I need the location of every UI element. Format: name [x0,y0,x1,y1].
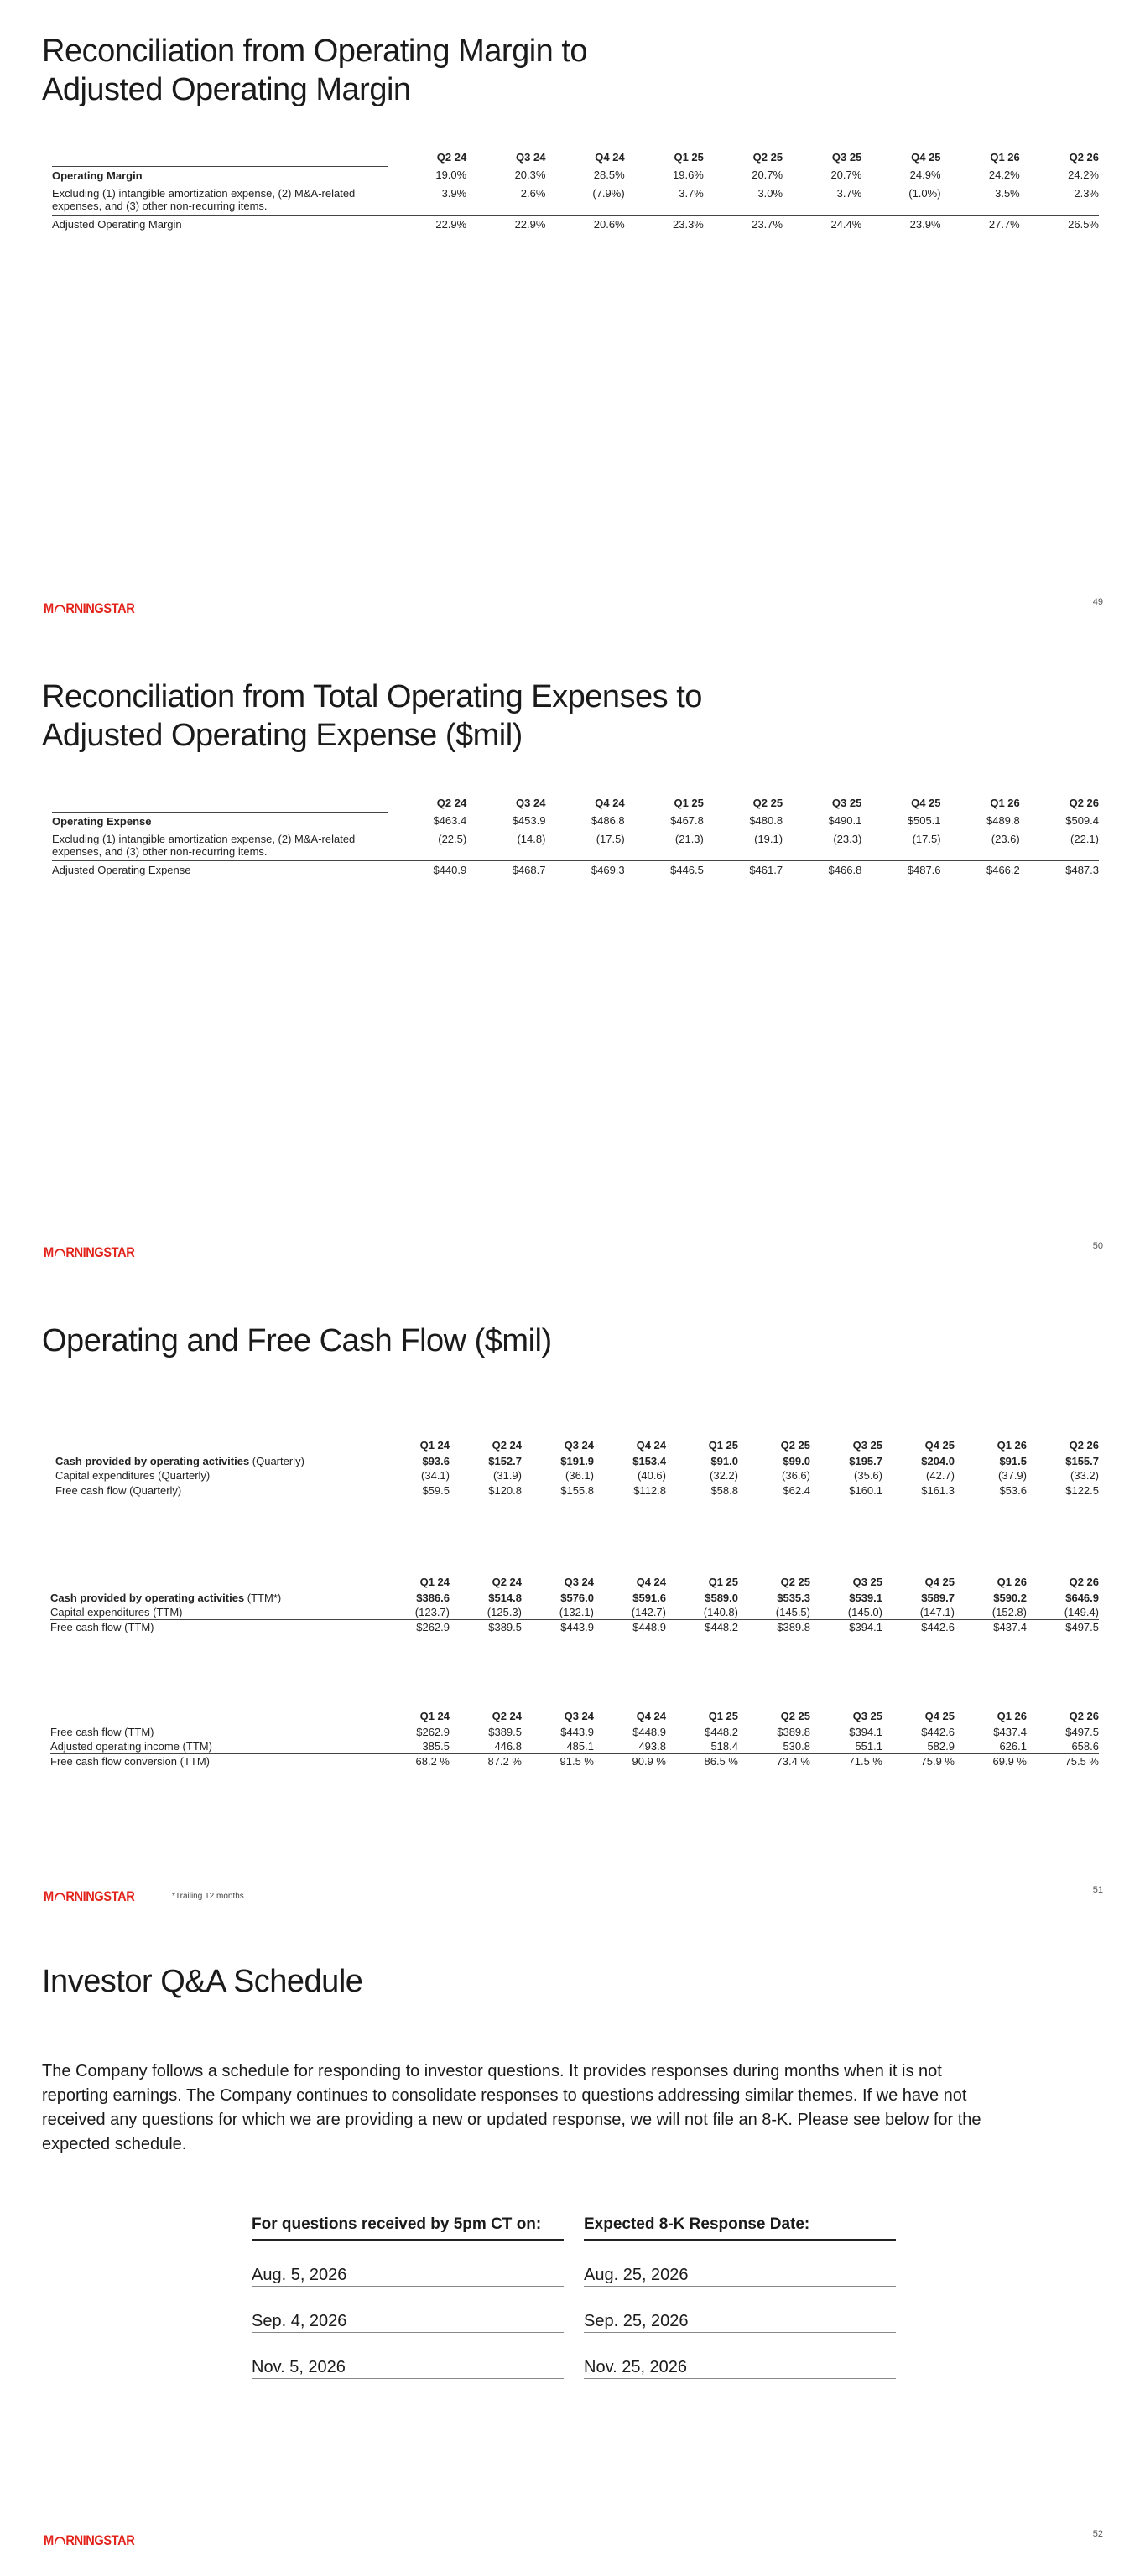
cell: 3.5% [995,186,1020,200]
column-header: Q1 26 [997,1439,1027,1452]
cell: 626.1 [955,1739,1027,1754]
cell: 24.9% [909,169,941,181]
column-header: Q4 25 [924,1576,955,1588]
cell: $463.4 [433,814,467,827]
column-header: Q2 26 [1069,1439,1099,1452]
cell: $155.8 [560,1484,594,1497]
cell: $487.6 [861,860,940,879]
cell: (145.5) [738,1605,810,1620]
cell: $539.1 [849,1592,882,1604]
cell: (17.5) [596,832,625,845]
cell: $62.4 [783,1484,810,1497]
cell: $535.3 [777,1592,810,1604]
morningstar-logo [44,1244,134,1261]
cell: 385.5 [377,1739,450,1754]
morningstar-logo [44,600,134,617]
column-header: Q3 24 [564,1710,594,1722]
slide-title: Operating and Free Cash Flow ($mil) [42,1323,552,1358]
cell: 582.9 [882,1739,955,1754]
table-row [50,1725,1099,1739]
slide-operating-expense [0,644,1145,1288]
cell: (17.5) [912,832,941,845]
cell: (36.1) [522,1468,594,1483]
row-label: Free cash flow (TTM) [50,1621,154,1633]
column-header: Q1 25 [674,151,704,164]
cell: $443.9 [560,1621,594,1633]
cell: 493.8 [594,1739,666,1754]
cell: 24.2% [988,169,1020,181]
cell: (32.2) [666,1468,738,1483]
table-row [55,1468,1099,1483]
cell: (40.6) [594,1468,666,1483]
cell: 19.0% [435,169,467,181]
row-label: Adjusted Operating Expense [52,860,388,879]
cell: 22.9% [388,215,466,233]
cell: $480.8 [749,814,783,827]
logo-text-post: RNINGSTAR [65,600,135,616]
cell: $469.3 [545,860,624,879]
column-header: Q2 25 [780,1576,810,1588]
slide-title [42,32,587,109]
cell: $262.9 [416,1726,450,1738]
cell: $443.9 [560,1726,594,1738]
cell: (142.7) [594,1605,666,1620]
logo-text-pre: M [44,1888,54,1904]
column-header: Q1 25 [708,1439,738,1452]
row-label-rest: (Quarterly) [249,1455,304,1467]
cell: (149.4) [1027,1605,1099,1620]
cell: $487.3 [1020,860,1099,879]
column-header: Q3 25 [852,1439,882,1452]
column-header: Expected 8-K Response Date: [584,2215,896,2241]
cell: $505.1 [907,814,941,827]
column-header: Q3 25 [831,151,862,164]
column-header: Q2 24 [492,1710,522,1722]
logo-text-post: RNINGSTAR [65,1244,135,1260]
column-header: Q2 24 [436,151,467,164]
operating-margin-table [52,151,1099,233]
cell: $461.7 [704,860,783,879]
column-header: Q1 24 [419,1576,450,1588]
table-row [50,1754,1099,1769]
logo-arc-icon [55,605,65,612]
fcf-conversion-table [50,1710,1099,1768]
row-label: Free cash flow conversion (TTM) [50,1755,210,1768]
cell: 20.7% [752,169,783,181]
table-row [52,812,1099,830]
cell: $262.9 [416,1621,450,1633]
cell: 23.3% [625,215,704,233]
morningstar-logo [44,1888,134,1905]
cell: $590.2 [993,1592,1027,1604]
cell: (1.0%) [908,186,941,200]
cell: $161.3 [921,1484,955,1497]
cell: $442.6 [921,1621,955,1633]
cell: $122.5 [1065,1484,1099,1497]
row-label-bold: Cash provided by operating activities [55,1455,250,1467]
cell: 551.1 [810,1739,882,1754]
table-row [52,215,1099,233]
cell: (33.2) [1027,1468,1099,1483]
cell: $153.4 [632,1455,666,1467]
cell: $497.5 [1065,1726,1099,1738]
cell: 485.1 [522,1739,594,1754]
column-header: Q3 24 [564,1576,594,1588]
cell: (22.1) [1070,832,1099,845]
column-header: Q1 26 [997,1710,1027,1722]
logo-text-post: RNINGSTAR [65,1888,135,1904]
cell: $437.4 [993,1621,1027,1633]
slide-investor-qa [0,1932,1145,2576]
cash-flow-quarterly-table [55,1439,1099,1498]
row-label [55,1454,377,1468]
column-header: Q3 25 [831,797,862,809]
cell: 3.9% [441,186,467,200]
schedule-date: Aug. 5, 2026 [252,2256,564,2287]
column-header: Q4 25 [924,1439,955,1452]
row-label: Capital expenditures (TTM) [50,1605,377,1620]
column-header: Q2 25 [752,797,783,809]
cell: (152.8) [955,1605,1027,1620]
cell: 23.7% [704,215,783,233]
cell: $453.9 [512,814,546,827]
cell: $440.9 [388,860,466,879]
cell: $394.1 [849,1726,882,1738]
cell: $467.8 [670,814,704,827]
questions-received-column [252,2215,564,2379]
column-header: Q1 25 [708,1576,738,1588]
column-header: Q4 24 [636,1710,666,1722]
cell: $53.6 [999,1484,1027,1497]
cell: (21.3) [674,832,704,845]
column-header: Q2 25 [752,151,783,164]
cell: 28.5% [593,169,625,181]
schedule-date: Aug. 25, 2026 [584,2256,896,2287]
schedule-date: Nov. 25, 2026 [584,2348,896,2379]
cell: $394.1 [849,1621,882,1633]
cell: $195.7 [849,1455,882,1467]
cash-flow-ttm-table [50,1576,1099,1634]
column-header: Q2 26 [1069,1576,1099,1588]
cell: $448.2 [705,1621,738,1633]
response-date-column [584,2215,896,2379]
column-header: Q3 25 [852,1576,882,1588]
table-header-row [52,797,1099,812]
cell: 91.5 % [559,1755,594,1768]
logo-arc-icon [55,2537,65,2544]
cell: $591.6 [632,1592,666,1604]
column-header: Q2 26 [1069,1710,1099,1722]
cell: 68.2 % [415,1755,450,1768]
cell: 23.9% [861,215,940,233]
logo-text-pre: M [44,600,54,616]
cell: $91.0 [710,1455,738,1467]
table-row [52,830,1099,861]
row-label: Capital expenditures (Quarterly) [55,1468,377,1483]
cell: $448.2 [705,1726,738,1738]
morningstar-logo [44,2532,134,2549]
cell: 24.2% [1068,169,1099,181]
column-header: Q2 24 [492,1576,522,1588]
cell: (147.1) [882,1605,955,1620]
cell: (125.3) [450,1605,522,1620]
cell: (123.7) [377,1605,450,1620]
row-label: Free cash flow (TTM) [50,1726,154,1738]
column-header: Q2 25 [780,1710,810,1722]
column-header: Q1 26 [990,151,1020,164]
row-label [50,1591,377,1605]
slide-cash-flow [0,1288,1145,1932]
page-number: 50 [1092,1241,1103,1251]
cell: $91.5 [999,1455,1027,1467]
logo-text-post: RNINGSTAR [65,2532,135,2548]
page-number: 49 [1092,597,1103,607]
cell: $437.4 [993,1726,1027,1738]
cell: 518.4 [666,1739,738,1754]
row-label: Operating Margin [52,169,143,182]
cell: $576.0 [560,1592,594,1604]
cell: 446.8 [450,1739,522,1754]
row-label: Adjusted operating income (TTM) [50,1739,377,1754]
cell: $204.0 [921,1455,955,1467]
cell: 20.3% [514,169,546,181]
cell: $490.1 [828,814,862,827]
cell: 75.9 % [920,1755,955,1768]
cell: $448.9 [632,1726,666,1738]
schedule-date: Sep. 25, 2026 [584,2302,896,2333]
cell: $466.8 [783,860,861,879]
cell: 24.4% [783,215,861,233]
cell: $152.7 [488,1455,522,1467]
operating-expense-table [52,797,1099,879]
cell: $486.8 [591,814,625,827]
cell: 20.7% [830,169,862,181]
column-header: Q3 24 [516,151,546,164]
cell: $497.5 [1065,1621,1099,1633]
title-line-1: Reconciliation from Operating Margin to [42,34,588,69]
table-row [50,1739,1099,1754]
cell: 75.5 % [1064,1755,1099,1768]
cell: (19.1) [754,832,783,845]
cell: $93.6 [422,1455,450,1467]
cell: (140.8) [666,1605,738,1620]
table-row [52,184,1099,216]
cell: $59.5 [422,1484,450,1497]
table-header-row [55,1439,1099,1454]
cell: $589.7 [921,1592,955,1604]
cell: $468.7 [466,860,545,879]
cell: 90.9 % [632,1755,666,1768]
column-header: Q1 26 [997,1576,1027,1588]
cell: $448.9 [632,1621,666,1633]
column-header: Q4 25 [911,797,941,809]
table-row [50,1620,1099,1635]
column-header: Q3 25 [852,1710,882,1722]
column-header: Q4 24 [636,1439,666,1452]
table-header-row [52,151,1099,166]
column-header: Q1 25 [708,1710,738,1722]
cell: 71.5 % [848,1755,882,1768]
cell: 86.5 % [704,1755,738,1768]
cell: 26.5% [1020,215,1099,233]
cell: 658.6 [1027,1739,1099,1754]
row-label: Operating Expense [52,814,152,828]
cell: (23.3) [833,832,862,845]
cell: $389.8 [777,1621,810,1633]
column-header: Q4 25 [924,1710,955,1722]
cell: 69.9 % [992,1755,1027,1768]
row-label-rest: (TTM*) [244,1592,282,1604]
cell: $389.8 [777,1726,810,1738]
cell: $191.9 [560,1455,594,1467]
slide-title [42,678,702,755]
column-header: Q4 24 [595,797,625,809]
schedule-description: The Company follows a schedule for responding to investor questions. It provides responses during months when it is not reporting earnings. The Company continues to consolidate responses to questions addressing similar themes. If we have not received any questions for which we are providing a new or updated response, we will not file an 8-K. Please see below for the expected schedule. [42,2062,981,2153]
cell: (31.9) [450,1468,522,1483]
cell: 22.9% [466,215,545,233]
title-line-1: Reconciliation from Total Operating Expenses to [42,679,702,714]
cell: $112.8 [633,1484,666,1497]
cell: (14.8) [517,832,546,845]
cell: (132.1) [522,1605,594,1620]
column-header: Q1 26 [990,797,1020,809]
cell: 27.7% [941,215,1020,233]
column-header: Q2 26 [1069,151,1099,164]
cell: $389.5 [488,1726,522,1738]
cell: 2.6% [520,186,546,200]
column-header: Q2 24 [492,1439,522,1452]
cell: 2.3% [1074,186,1099,200]
cell: $466.2 [941,860,1020,879]
table-row [52,860,1099,879]
cell: $589.0 [705,1592,738,1604]
footnote: *Trailing 12 months. [172,1892,247,1901]
cell: 73.4 % [776,1755,810,1768]
column-header: Q3 24 [564,1439,594,1452]
table-row [55,1483,1099,1498]
cell: $514.8 [488,1592,522,1604]
schedule-date: Sep. 4, 2026 [252,2302,564,2333]
cell: (35.6) [810,1468,882,1483]
table-row [55,1454,1099,1468]
column-header: Q2 26 [1069,797,1099,809]
table-row [52,166,1099,184]
page-number: 51 [1092,1885,1103,1895]
logo-text-pre: M [44,2532,54,2548]
column-header: Q3 24 [516,797,546,809]
slide-title: Investor Q&A Schedule [42,1964,363,1999]
table-header-row [50,1576,1099,1591]
slide-operating-margin [0,0,1145,644]
cell: $160.1 [849,1484,882,1497]
schedule-date: Nov. 5, 2026 [252,2348,564,2379]
title-line-2: Adjusted Operating Margin [42,72,411,107]
cell: $58.8 [710,1484,738,1497]
cell: 87.2 % [487,1755,522,1768]
row-label-bold: Cash provided by operating activities [50,1592,245,1604]
cell: (23.6) [991,832,1020,845]
title-line-2: Adjusted Operating Expense ($mil) [42,718,523,753]
column-header: For questions received by 5pm CT on: [252,2215,564,2241]
cell: (36.6) [738,1468,810,1483]
column-header: Q4 24 [595,151,625,164]
cell: 530.8 [738,1739,810,1754]
cell: 3.7% [836,186,862,200]
column-header: Q4 24 [636,1576,666,1588]
cell: $120.8 [488,1484,522,1497]
column-header: Q4 25 [911,151,941,164]
row-label: Excluding (1) intangible amortization expense, (2) M&A-related expenses, and (3) other non-recurring items. [52,832,356,858]
cell: 3.0% [757,186,783,200]
cell: 20.6% [545,215,624,233]
cell: $509.4 [1065,814,1099,827]
column-header: Q1 24 [419,1710,450,1722]
cell: $99.0 [783,1455,810,1467]
column-header: Q1 24 [419,1439,450,1452]
cell: $155.7 [1065,1455,1099,1467]
cell: (22.5) [438,832,467,845]
cell: $386.6 [416,1592,450,1604]
cell: (34.1) [377,1468,450,1483]
cell: $442.6 [921,1726,955,1738]
column-header: Q2 25 [780,1439,810,1452]
cell: $646.9 [1065,1592,1099,1604]
table-row [50,1605,1099,1620]
cell: (7.9%) [592,186,625,200]
cell: $446.5 [625,860,704,879]
cell: 19.6% [673,169,704,181]
cell: (145.0) [810,1605,882,1620]
cell: (37.9) [955,1468,1027,1483]
cell: (42.7) [882,1468,955,1483]
row-label: Adjusted Operating Margin [52,215,388,233]
logo-text-pre: M [44,1244,54,1260]
table-row [50,1591,1099,1605]
cell: $389.5 [488,1621,522,1633]
table-header-row [50,1710,1099,1725]
logo-arc-icon [55,1249,65,1256]
page-number: 52 [1092,2529,1103,2539]
column-header: Q1 25 [674,797,704,809]
cell: 3.7% [679,186,704,200]
logo-arc-icon [55,1893,65,1900]
row-label: Excluding (1) intangible amortization expense, (2) M&A-related expenses, and (3) other non-recurring items. [52,186,356,212]
column-header: Q2 24 [436,797,467,809]
cell: $489.8 [986,814,1020,827]
row-label: Free cash flow (Quarterly) [55,1484,182,1497]
